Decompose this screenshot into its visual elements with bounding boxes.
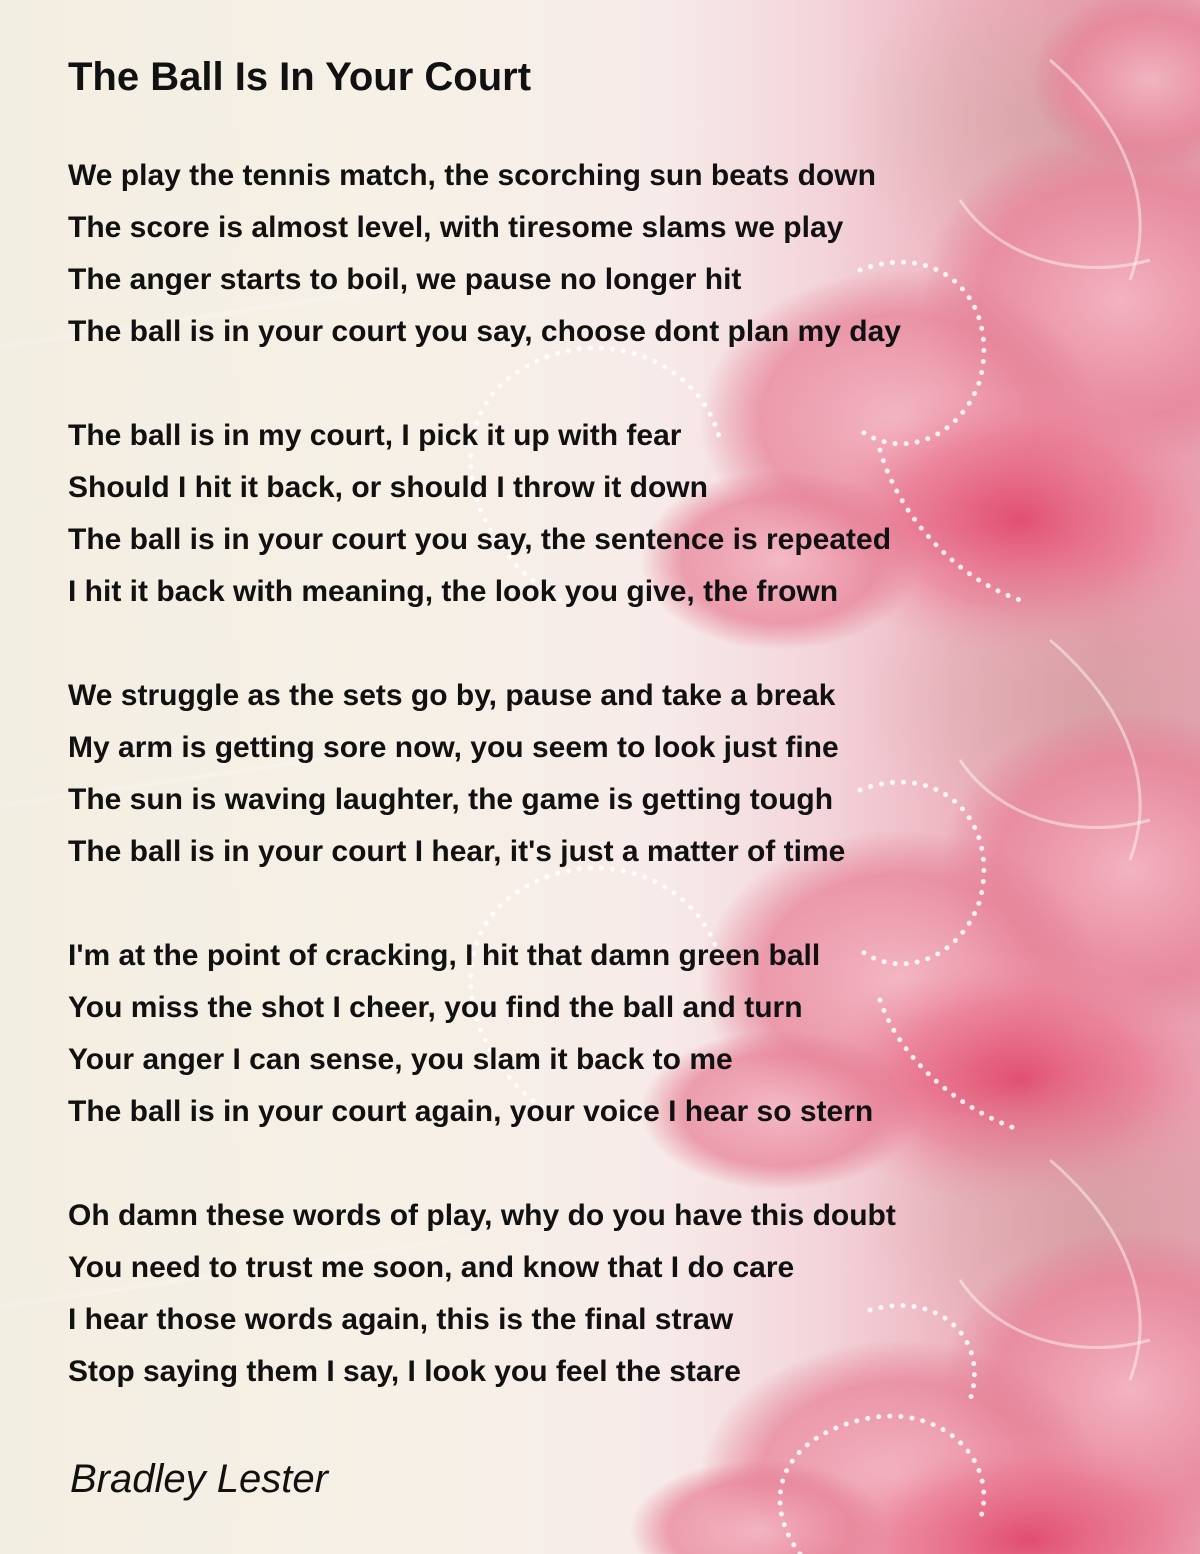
poem-line: You miss the shot I cheer, you find the ball and turn xyxy=(68,991,803,1024)
poem-line: Should I hit it back, or should I throw it down xyxy=(68,471,708,504)
poem-line: I'm at the point of cracking, I hit that damn green ball xyxy=(68,939,821,972)
poem-line: The anger starts to boil, we pause no longer hit xyxy=(68,263,742,296)
poem-line: The score is almost level, with tiresome slams we play xyxy=(68,211,844,244)
poem-line: The sun is waving laughter, the game is getting tough xyxy=(68,783,834,816)
poem-line: My arm is getting sore now, you seem to look just fine xyxy=(68,731,839,764)
stanza-4 xyxy=(68,930,1068,1138)
poem-line: The ball is in my court, I pick it up with fear xyxy=(68,419,682,452)
poem-line: We struggle as the sets go by, pause and take a break xyxy=(68,679,836,712)
poem-line: Oh damn these words of play, why do you have this doubt xyxy=(68,1199,896,1232)
poem-line: Stop saying them I say, I look you feel the stare xyxy=(68,1355,741,1388)
stanza-1 xyxy=(68,150,1068,358)
poem-line: The ball is in your court you say, the sentence is repeated xyxy=(68,523,892,556)
poem-line: The ball is in your court again, your voice I hear so stern xyxy=(68,1095,874,1128)
poem-line: I hear those words again, this is the final straw xyxy=(68,1303,734,1336)
poem-title: The Ball Is In Your Court xyxy=(68,55,532,99)
stanza-3 xyxy=(68,670,1068,878)
poem-line: Your anger I can sense, you slam it back to me xyxy=(68,1043,733,1076)
poem-line: The ball is in your court you say, choose dont plan my day xyxy=(68,315,901,348)
poem-line: The ball is in your court I hear, it's just a matter of time xyxy=(68,835,846,868)
stanza-2 xyxy=(68,410,1068,618)
poem-author: Bradley Lester xyxy=(70,1457,328,1501)
stanza-5 xyxy=(68,1190,1068,1398)
poem-line: You need to trust me soon, and know that I do care xyxy=(68,1251,795,1284)
poem-line: I hit it back with meaning, the look you give, the frown xyxy=(68,575,839,608)
poem-body xyxy=(68,150,1068,1450)
poem-line: We play the tennis match, the scorching sun beats down xyxy=(68,159,876,192)
